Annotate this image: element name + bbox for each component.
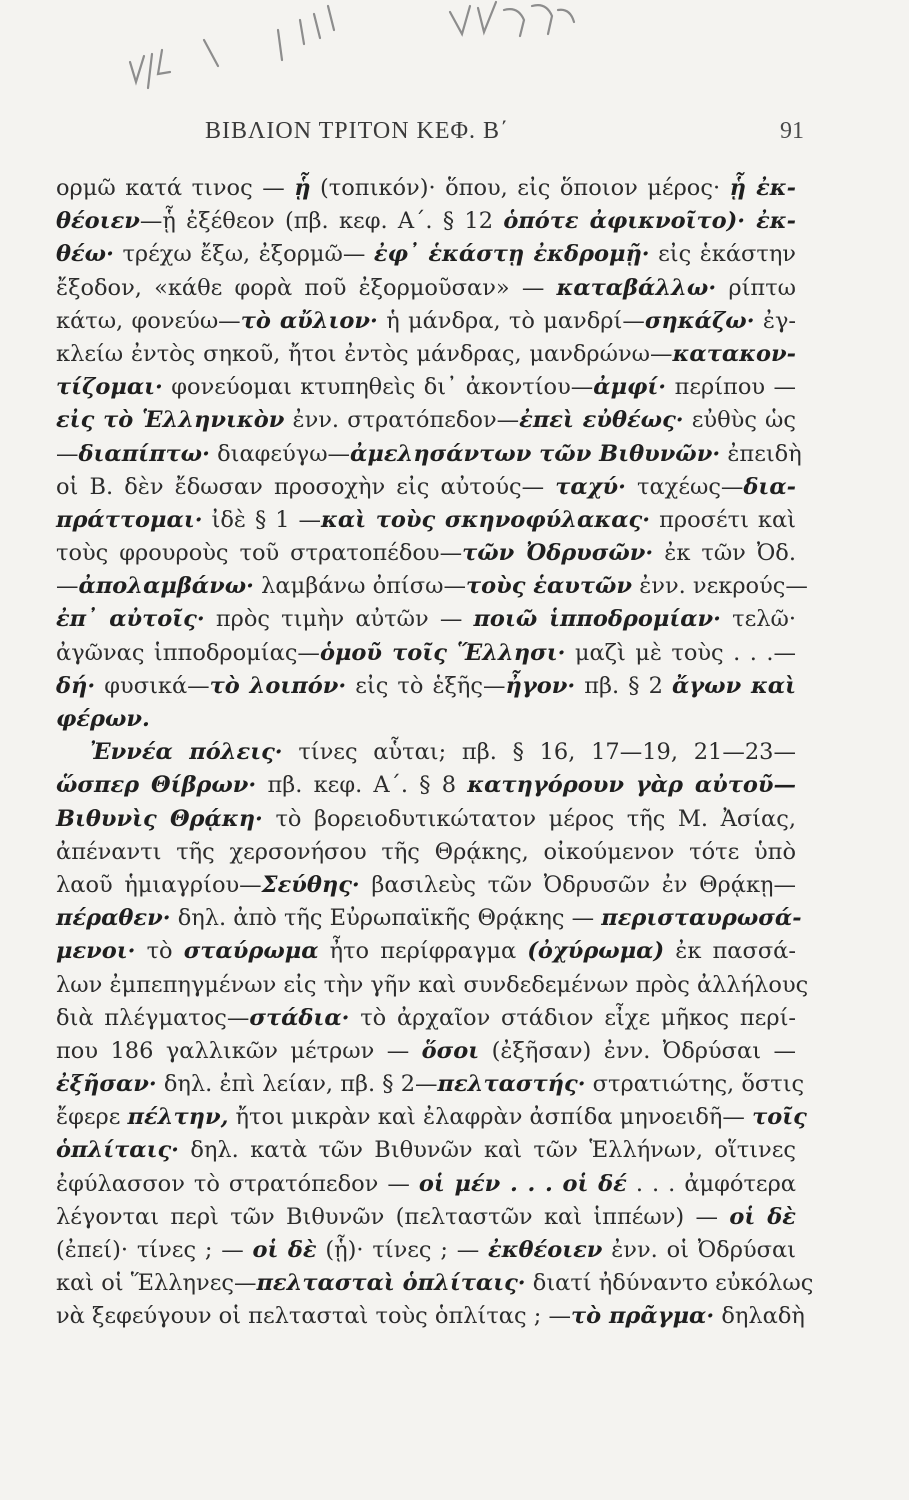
text-line bbox=[56, 570, 808, 603]
lemma-text: (ὀχύρωμα) bbox=[527, 938, 665, 965]
lemma-text: σηκάζω· bbox=[644, 307, 755, 334]
gloss-text: μαζὶ μὲ τοὺς . . .— bbox=[565, 639, 796, 666]
text-line bbox=[56, 471, 796, 504]
lemma-text: τῶν Ὀδρυσῶν· bbox=[462, 540, 654, 567]
gloss-text: ἐγ- bbox=[754, 307, 796, 334]
lemma-text: περισταυρωσά- bbox=[601, 905, 802, 932]
text-line bbox=[56, 1300, 805, 1333]
text-line bbox=[56, 670, 796, 703]
pencil-marks bbox=[100, 0, 620, 100]
text-line bbox=[56, 1267, 814, 1300]
text-line bbox=[56, 1134, 796, 1167]
gloss-text: τίνες αὗται; πβ. § 16, 17—19, 21—23— bbox=[282, 739, 796, 766]
lemma-text: ποιῶ ἱπποδρομίαν· bbox=[473, 606, 721, 633]
text-line bbox=[56, 869, 796, 902]
text-line bbox=[56, 205, 796, 238]
gloss-text: πβ. § 2 bbox=[575, 672, 672, 699]
lemma-text: τὸ λοιπόν· bbox=[209, 672, 347, 699]
lemma-text: στάδια· bbox=[249, 1004, 350, 1031]
gloss-text: ρίπτω bbox=[716, 274, 796, 301]
lemma-text: ἀμφί· bbox=[593, 374, 667, 401]
gloss-text: στρατιώτης, ὅστις bbox=[585, 1071, 805, 1098]
gloss-text: οἱ Β. δὲν ἔδωσαν προσοχὴν εἰς αὐτούς— bbox=[56, 473, 556, 500]
gloss-text: —ᾗ ἐξέθεον (πβ. κεφ. Α΄. § 12 bbox=[139, 208, 504, 235]
gloss-text: λαμβάνω ὀπίσω— bbox=[253, 573, 466, 600]
gloss-text: ἐκ πασσά- bbox=[664, 938, 796, 965]
gloss-text: λαοῦ ἡμιαγρίου— bbox=[56, 871, 262, 898]
gloss-text: τοὺς φρουροὺς τοῦ στρατοπέδου— bbox=[56, 540, 463, 567]
text-line bbox=[56, 637, 796, 670]
gloss-text: κλείω ἐντὸς σηκοῦ, ἤτοι ἐντὸς μάνδρας, μανδρώνω— bbox=[56, 340, 673, 367]
gloss-text: δηλ. κατὰ τῶν Βιθυνῶν καὶ τῶν Ἑλλήνων, οἵτινες bbox=[179, 1137, 796, 1164]
gloss-text: — bbox=[56, 573, 79, 600]
lemma-text: ᾗ ἐκ- bbox=[729, 175, 796, 201]
lemma-text: ἄγων καὶ bbox=[671, 672, 797, 699]
gloss-text: ἦτο περίφραγμα bbox=[318, 938, 528, 965]
gloss-text: ταχέως— bbox=[625, 473, 744, 500]
lemma-text: τοὺς ἑαυτῶν bbox=[465, 573, 633, 600]
gloss-text: τρέχω ἔξω, ἐξορμῶ— bbox=[113, 241, 374, 268]
lemma-text: πελτασταὶ ὁπλίταις· bbox=[256, 1270, 526, 1297]
lemma-text: δια- bbox=[743, 473, 796, 500]
gloss-text: ἐνν. οἱ Ὀδρύσαι bbox=[602, 1237, 796, 1263]
text-line bbox=[56, 803, 796, 836]
text-line bbox=[56, 1101, 807, 1134]
text-line bbox=[56, 935, 796, 968]
text-line bbox=[56, 603, 796, 636]
text-line bbox=[56, 736, 796, 769]
gloss-text: ἐφύλασσον τὸ στρατόπεδον — bbox=[56, 1170, 419, 1197]
gloss-text: ορμῶ κατά τινος — bbox=[56, 175, 295, 201]
gloss-text: λέγονται περὶ τῶν Βιθυνῶν (πελταστῶν καὶ ἱππέων) — bbox=[56, 1203, 730, 1230]
lemma-text: κατηγόρουν γὰρ αὐτοῦ— bbox=[467, 772, 797, 799]
lemma-text: φέρων. bbox=[56, 706, 150, 732]
lemma-text: τοῖς bbox=[752, 1104, 807, 1131]
gloss-text: περίπου — bbox=[666, 374, 797, 401]
text-line bbox=[56, 305, 796, 338]
lemma-text: τὸ αὔλιον· bbox=[240, 307, 378, 334]
gloss-text: πρὸς τιμὴν αὐτῶν — bbox=[204, 606, 474, 633]
text-line bbox=[56, 438, 802, 471]
text-line bbox=[56, 1201, 796, 1234]
gloss-text: διαφεύγω— bbox=[209, 440, 351, 467]
gloss-text: ἔφερε bbox=[56, 1104, 128, 1131]
gloss-text: πβ. κεφ. Α΄. § 8 bbox=[256, 772, 468, 799]
lemma-text: πέραθεν· bbox=[56, 905, 171, 932]
text-line bbox=[56, 1168, 796, 1201]
lemma-text: μενοι· bbox=[56, 938, 136, 965]
lemma-text: πέλτην, bbox=[127, 1104, 229, 1131]
lemma-text: ἀπολαμβάνω· bbox=[78, 573, 254, 600]
lemma-text: πράττομαι· bbox=[56, 506, 203, 533]
lemma-text: καταβάλλω· bbox=[556, 274, 717, 301]
lemma-text: πελταστής· bbox=[437, 1071, 586, 1098]
lemma-text: ἐξῆσαν· bbox=[56, 1071, 157, 1098]
gloss-text: ἀπέναντι τῆς χερσονήσου τῆς Θρᾴκης, οἰκούμενον τότε ὑπὸ bbox=[56, 838, 796, 865]
gloss-text: (ᾗ)· τίνες ; — bbox=[316, 1237, 488, 1263]
gloss-text: καὶ οἱ Ἕλληνες— bbox=[56, 1270, 257, 1297]
gloss-text: ἐκ τῶν Ὀδ. bbox=[653, 540, 796, 567]
lemma-text: ἀμελησάντων τῶν Βιθυνῶν· bbox=[350, 440, 721, 467]
gloss-text: ἐνν. στρατόπεδον— bbox=[284, 407, 520, 434]
lemma-text: κατακον- bbox=[672, 340, 796, 367]
text-line bbox=[56, 1068, 805, 1101]
gloss-text: ἡ μάνδρα, τὸ μανδρί— bbox=[377, 307, 645, 334]
lemma-text: ἦγον· bbox=[505, 672, 576, 699]
text-line bbox=[56, 172, 796, 205]
gloss-text: εἰς τὸ ἑξῆς— bbox=[346, 672, 506, 699]
text-line bbox=[56, 537, 796, 570]
lemma-text: δή· bbox=[56, 672, 96, 699]
gloss-text: (τοπικόν)· ὅπου, εἰς ὅποιον μέρος· bbox=[310, 175, 730, 201]
lemma-text: τίζομαι· bbox=[56, 374, 163, 401]
lemma-text: θέοιεν bbox=[56, 208, 140, 235]
lemma-text: Ἐννέα πόλεις· bbox=[90, 739, 283, 766]
text-line bbox=[56, 836, 796, 869]
lemma-text: ἐκθέοιεν bbox=[487, 1237, 603, 1263]
lemma-text: θέω· bbox=[56, 241, 114, 268]
gloss-text: ἀγῶνας ἱπποδρομίας— bbox=[56, 639, 320, 666]
gloss-text: δηλ. ἐπὶ λείαν, πβ. § 2— bbox=[156, 1071, 438, 1098]
gloss-text: δηλ. ἀπὸ τῆς Εὐρωπαϊκῆς Θρᾴκης — bbox=[170, 905, 602, 932]
gloss-text: ἤτοι μικρὰν καὶ ἐλαφρὰν ἀσπίδα μηνοειδῆ— bbox=[228, 1104, 753, 1131]
lemma-text: ὥσπερ Θίβρων· bbox=[56, 772, 257, 799]
gloss-text: εὐθὺς ὡς bbox=[683, 407, 796, 434]
text-line bbox=[56, 1035, 796, 1068]
text-line bbox=[56, 969, 809, 1002]
gloss-text: διὰ πλέγματος— bbox=[56, 1004, 250, 1031]
gloss-text: βασιλεὺς τῶν Ὀδρυσῶν ἐν Θρᾴκῃ— bbox=[359, 871, 796, 898]
lemma-text: τὸ πρᾶγμα· bbox=[570, 1303, 715, 1330]
gloss-text: διατί ἠδύναντο εὐκόλως bbox=[525, 1270, 814, 1297]
lemma-text: οἱ δὲ bbox=[252, 1237, 317, 1263]
lemma-text: ἐπ᾽ αὐτοῖς· bbox=[56, 606, 205, 633]
lemma-text: διαπίπτω· bbox=[78, 440, 210, 467]
gloss-text: τὸ βορειοδυτικώτατον μέρος τῆς Μ. Ἀσίας, bbox=[262, 805, 796, 832]
text-line bbox=[56, 1234, 796, 1267]
text-line bbox=[56, 902, 802, 935]
gloss-text: ἐπειδὴ bbox=[720, 440, 802, 467]
running-head: ΒΙΒΛΙΟΝ ΤΡΙΤΟΝ ΚΕΦ. Β΄ bbox=[205, 118, 510, 144]
lemma-text: ὅσοι bbox=[421, 1037, 480, 1064]
gloss-text: φυσικά— bbox=[95, 672, 210, 699]
lemma-text: ἐφ᾽ ἑκάστῃ ἐκδρομῇ· bbox=[373, 241, 650, 268]
text-line bbox=[56, 703, 796, 736]
gloss-text: τὸ ἀρχαῖον στάδιον εἶχε μῆκος περί- bbox=[349, 1004, 796, 1031]
lemma-text: ᾗ bbox=[294, 175, 311, 201]
gloss-text: φονεύομαι κτυπηθεὶς δι᾽ ἀκοντίου— bbox=[162, 374, 594, 401]
gloss-text: — bbox=[56, 440, 79, 467]
lemma-text: ἐπεὶ εὐθέως· bbox=[519, 407, 684, 434]
gloss-text: (ἐπεί)· τίνες ; — bbox=[56, 1237, 253, 1263]
page-header bbox=[0, 118, 909, 154]
gloss-text: κάτω, φονεύω— bbox=[56, 307, 241, 334]
text-line bbox=[56, 769, 796, 802]
text-line bbox=[56, 238, 796, 271]
gloss-text: (ἐξῆσαν) ἐνν. Ὀδρύσαι — bbox=[479, 1037, 796, 1064]
text-line bbox=[56, 338, 796, 371]
gloss-text: ἔξοδον, «κάθε φορὰ ποῦ ἐξορμοῦσαν» — bbox=[56, 274, 557, 301]
lemma-text: οἱ δὲ bbox=[729, 1203, 796, 1230]
text-line bbox=[56, 371, 796, 404]
lemma-text: ὁμοῦ τοῖς Ἕλλησι· bbox=[319, 639, 566, 666]
lemma-text: σταύρωμα bbox=[183, 938, 319, 965]
gloss-text: που 186 γαλλικῶν μέτρων — bbox=[56, 1037, 422, 1064]
gloss-text: . . . ἀμφότερα bbox=[626, 1170, 796, 1197]
text-line bbox=[56, 272, 796, 305]
gloss-text: εἰς ἑκάστην bbox=[649, 241, 796, 268]
lemma-text: ὁπλίταις· bbox=[56, 1137, 180, 1164]
text-line bbox=[56, 504, 796, 537]
gloss-text: νὰ ξεφεύγουν οἱ πελτασταὶ τοὺς ὁπλίτας ; — bbox=[56, 1303, 571, 1330]
page-number: 91 bbox=[780, 118, 804, 144]
lemma-text: Σεύθης· bbox=[261, 871, 360, 898]
lemma-text: καὶ τοὺς σκηνοφύλακας· bbox=[321, 506, 651, 533]
gloss-text: προσέτι καὶ bbox=[650, 506, 796, 533]
gloss-text: τὸ bbox=[135, 938, 184, 965]
gloss-text: ἰδὲ § 1 — bbox=[202, 506, 322, 533]
lemma-text: ὁπότε ἀφικνοῖτο)· ἐκ- bbox=[503, 208, 796, 235]
body-text bbox=[56, 172, 814, 1334]
gloss-text: λων ἐμπεπηγμένων εἰς τὴν γῆν καὶ συνδεδεμένων πρὸς ἀλλήλους bbox=[56, 971, 809, 998]
gloss-text: ἐνν. νεκρούς— bbox=[632, 573, 808, 600]
lemma-text: εἰς τὸ Ἑλληνικὸν bbox=[56, 407, 285, 434]
text-line bbox=[56, 1002, 796, 1035]
gloss-text: τελῶ· bbox=[721, 606, 796, 633]
lemma-text: Βιθυνὶς Θρᾴκη· bbox=[56, 805, 263, 832]
gloss-text: δηλαδὴ bbox=[714, 1303, 805, 1330]
text-line bbox=[56, 404, 796, 437]
lemma-text: ταχύ· bbox=[555, 473, 626, 500]
lemma-text: οἱ μέν . . . οἱ δέ bbox=[418, 1170, 627, 1197]
